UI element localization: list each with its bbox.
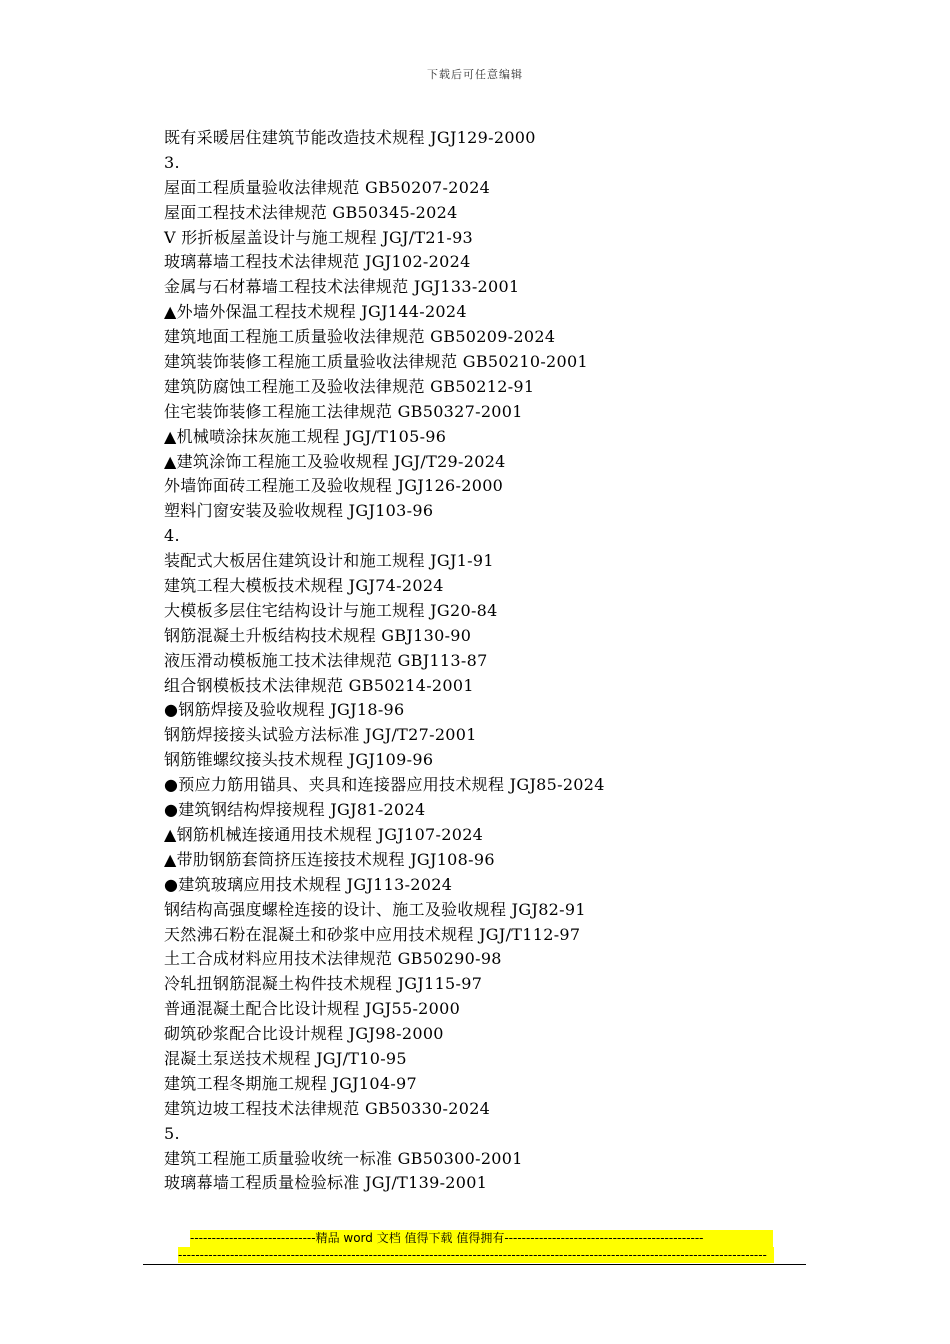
document-line: 既有采暖居住建筑节能改造技术规程 JGJ129-2000 [164, 128, 536, 147]
document-line: 建筑工程冬期施工规程 JGJ104-97 [164, 1073, 418, 1093]
document-body [164, 126, 864, 1196]
document-line: 组合钢模板技术法律规范 GB50214-2001 [164, 675, 474, 695]
document-line: 普通混凝土配合比设计规程 JGJ55-2000 [164, 999, 461, 1019]
document-line: ▲带肋钢筋套筒挤压连接技术规程 JGJ108-96 [164, 849, 495, 869]
document-line: ▲外墙外保温工程技术规程 JGJ144-2024 [164, 302, 467, 322]
document-line: 建筑工程施工质量验收统一标准 GB50300-2001 [164, 1148, 523, 1168]
document-line: 外墙饰面砖工程施工及验收规程 JGJ126-2000 [164, 476, 504, 496]
document-line: 冷轧扭钢筋混凝土构件技术规程 JGJ115-97 [164, 974, 483, 994]
document-line: 砌筑砂浆配合比设计规程 JGJ98-2000 [164, 1024, 444, 1044]
footer-divider [143, 1264, 806, 1265]
footer-banner-line-2: ---------------------------------------------------------------------------------------------------------------------------------------- [178, 1247, 774, 1263]
document-line: ▲钢筋机械连接通用技术规程 JGJ107-2024 [164, 824, 484, 844]
document-line: ●建筑玻璃应用技术规程 JGJ113-2024 [164, 874, 453, 894]
document-line: 钢结构高强度螺栓连接的设计、施工及验收规程 JGJ82-91 [164, 899, 586, 919]
document-line: 建筑工程大模板技术规程 JGJ74-2024 [164, 576, 444, 596]
footer-banner-line-1: -----------------------------精品 word 文档 值得下载 值得拥有---------------------------------------------- [190, 1230, 773, 1247]
document-line: ▲机械喷涂抹灰施工规程 JGJ/T105-96 [164, 426, 447, 446]
document-line: 土工合成材料应用技术法律规范 GB50290-98 [164, 949, 502, 969]
document-line: ●建筑钢结构焊接规程 JGJ81-2024 [164, 800, 426, 820]
document-line: ▲建筑涂饰工程施工及验收规程 JGJ/T29-2024 [164, 451, 506, 471]
document-line: 液压滑动模板施工技术法律规范 GBJ113-87 [164, 650, 488, 670]
document-line: 屋面工程质量验收法律规范 GB50207-2024 [164, 177, 491, 197]
document-line: 玻璃幕墙工程质量检验标准 JGJ/T139-2001 [164, 1173, 488, 1193]
document-line: 钢筋锥螺纹接头技术规程 JGJ109-96 [164, 750, 434, 770]
document-line: 3. [164, 152, 180, 172]
document-line: 塑料门窗安装及验收规程 JGJ103-96 [164, 501, 434, 521]
document-line: V 形折板屋盖设计与施工规程 JGJ/T21-93 [164, 227, 474, 247]
document-line: 混凝土泵送技术规程 JGJ/T10-95 [164, 1048, 407, 1068]
document-line: 钢筋混凝土升板结构技术规程 GBJ130-90 [164, 625, 472, 645]
document-line: ●钢筋焊接及验收规程 JGJ18-96 [164, 700, 405, 720]
document-line: 钢筋焊接接头试验方法标准 JGJ/T27-2001 [164, 725, 477, 745]
document-line: 建筑边坡工程技术法律规范 GB50330-2024 [164, 1098, 491, 1118]
footer-banner [178, 1230, 774, 1263]
document-line: 5. [164, 1123, 180, 1143]
document-line: 装配式大板居住建筑设计和施工规程 JGJ1-91 [164, 551, 494, 571]
document-line: 天然沸石粉在混凝土和砂浆中应用技术规程 JGJ/T112-97 [164, 924, 581, 944]
header-note: 下载后可任意编辑 [427, 68, 523, 81]
document-line: 建筑装饰装修工程施工质量验收法律规范 GB50210-2001 [164, 352, 588, 372]
document-line: 金属与石材幕墙工程技术法律规范 JGJ133-2001 [164, 277, 520, 297]
document-line: ●预应力筋用锚具、夹具和连接器应用技术规程 JGJ85-2024 [164, 775, 605, 795]
document-line: 4. [164, 526, 180, 546]
document-line: 住宅装饰装修工程施工法律规范 GB50327-2001 [164, 401, 523, 421]
document-line: 建筑地面工程施工质量验收法律规范 GB50209-2024 [164, 327, 556, 347]
document-line: 建筑防腐蚀工程施工及验收法律规范 GB50212-91 [164, 376, 535, 396]
document-line: 屋面工程技术法律规范 GB50345-2024 [164, 202, 458, 222]
document-line: 大模板多层住宅结构设计与施工规程 JG20-84 [164, 600, 498, 620]
document-line: 玻璃幕墙工程技术法律规范 JGJ102-2024 [164, 252, 471, 272]
